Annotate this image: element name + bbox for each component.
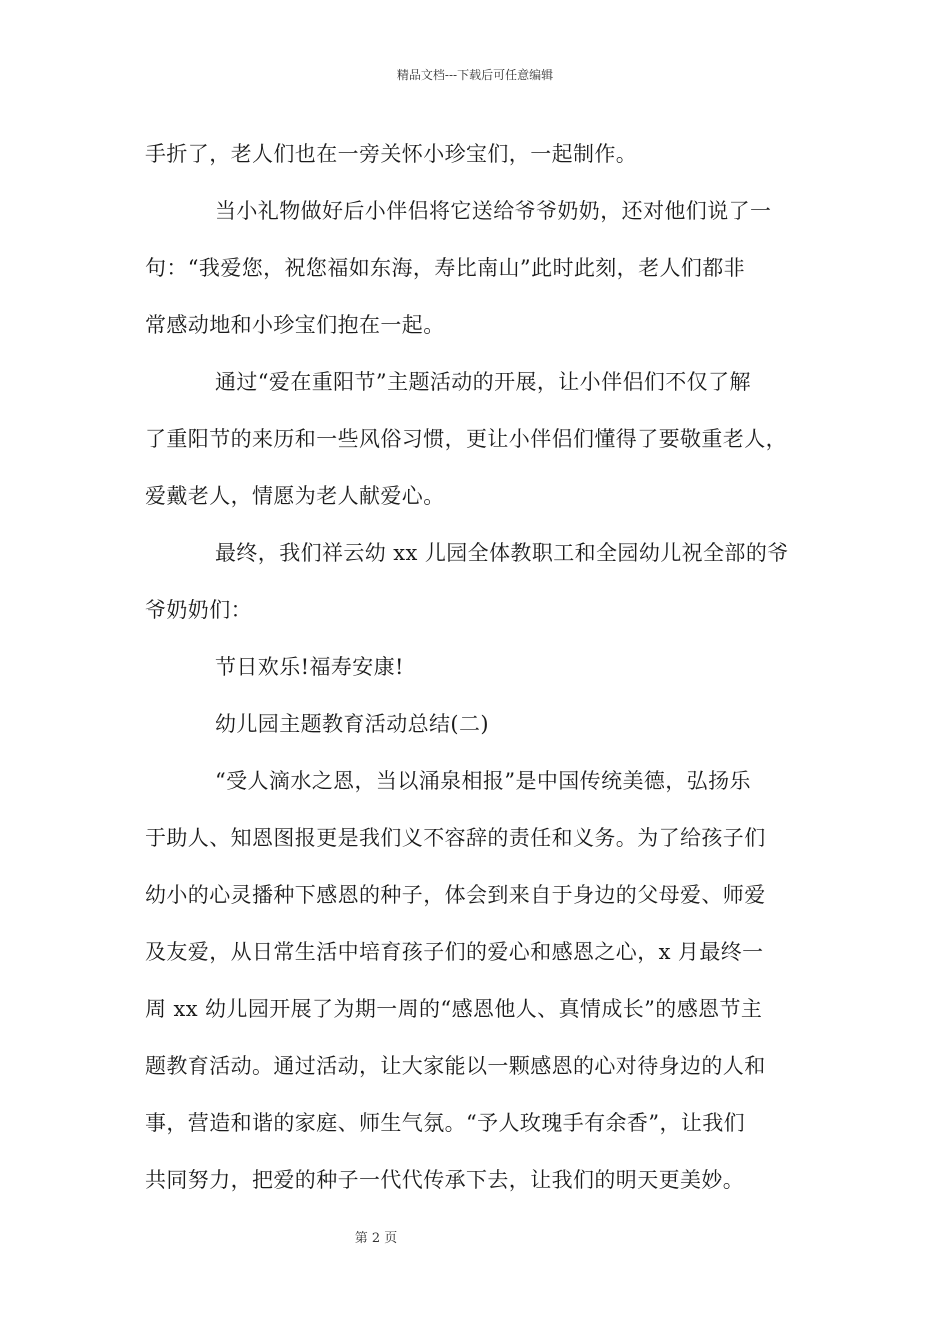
page-number: 第 2 页 [354, 1231, 398, 1246]
text-line: 句：“我爱您，祝您福如东海，寿比南山”此时此刻，老人们都非 [145, 256, 746, 280]
text-line: 节日欢乐!福寿安康! [215, 655, 404, 679]
text-line: 事，营造和谐的家庭、师生气氛。“予人玫瑰手有余香”，让我们 [145, 1111, 746, 1135]
text-line: 爷奶奶们： [145, 598, 252, 622]
text-line: 于助人、知恩图报更是我们义不容辞的责任和义务。为了给孩子们 [145, 826, 766, 850]
text-line: 爱戴老人，情愿为老人献爱心。 [145, 484, 445, 508]
page-header: 精品文档---下载后可任意编辑 [396, 68, 554, 82]
text-line: 手折了，老人们也在一旁关怀小珍宝们，一起制作。 [145, 142, 638, 166]
text-line: 周 xx 幼儿园开展了为期一周的“感恩他人、真情成长”的感恩节主 [145, 997, 763, 1021]
text-line: 通过“爱在重阳节”主题活动的开展，让小伴侣们不仅了解 [215, 370, 751, 394]
text-line: 幼小的心灵播种下感恩的种子，体会到来自于身边的父母爱、师爱 [145, 883, 766, 907]
text-line: 了重阳节的来历和一些风俗习惯，更让小伴侣们懂得了要敬重老人， [145, 427, 787, 451]
text-line: “受人滴水之恩，当以涌泉相报”是中国传统美德，弘扬乐 [215, 769, 751, 793]
text-line: 当小礼物做好后小伴侣将它送给爷爷奶奶，还对他们说了一 [215, 199, 772, 223]
text-line: 及友爱，从日常生活中培育孩子们的爱心和感恩之心，x 月最终一 [145, 940, 764, 964]
text-line: 最终，我们祥云幼 xx 儿园全体教职工和全园幼儿祝全部的爷 [215, 541, 789, 565]
text-line: 题教育活动。通过活动，让大家能以一颗感恩的心对待身边的人和 [145, 1054, 766, 1078]
text-line: 常感动地和小珍宝们抱在一起。 [145, 313, 445, 337]
section-title: 幼儿园主题教育活动总结(二) [215, 712, 489, 736]
text-line: 共同努力，把爱的种子一代代传承下去，让我们的明天更美妙。 [145, 1168, 745, 1192]
